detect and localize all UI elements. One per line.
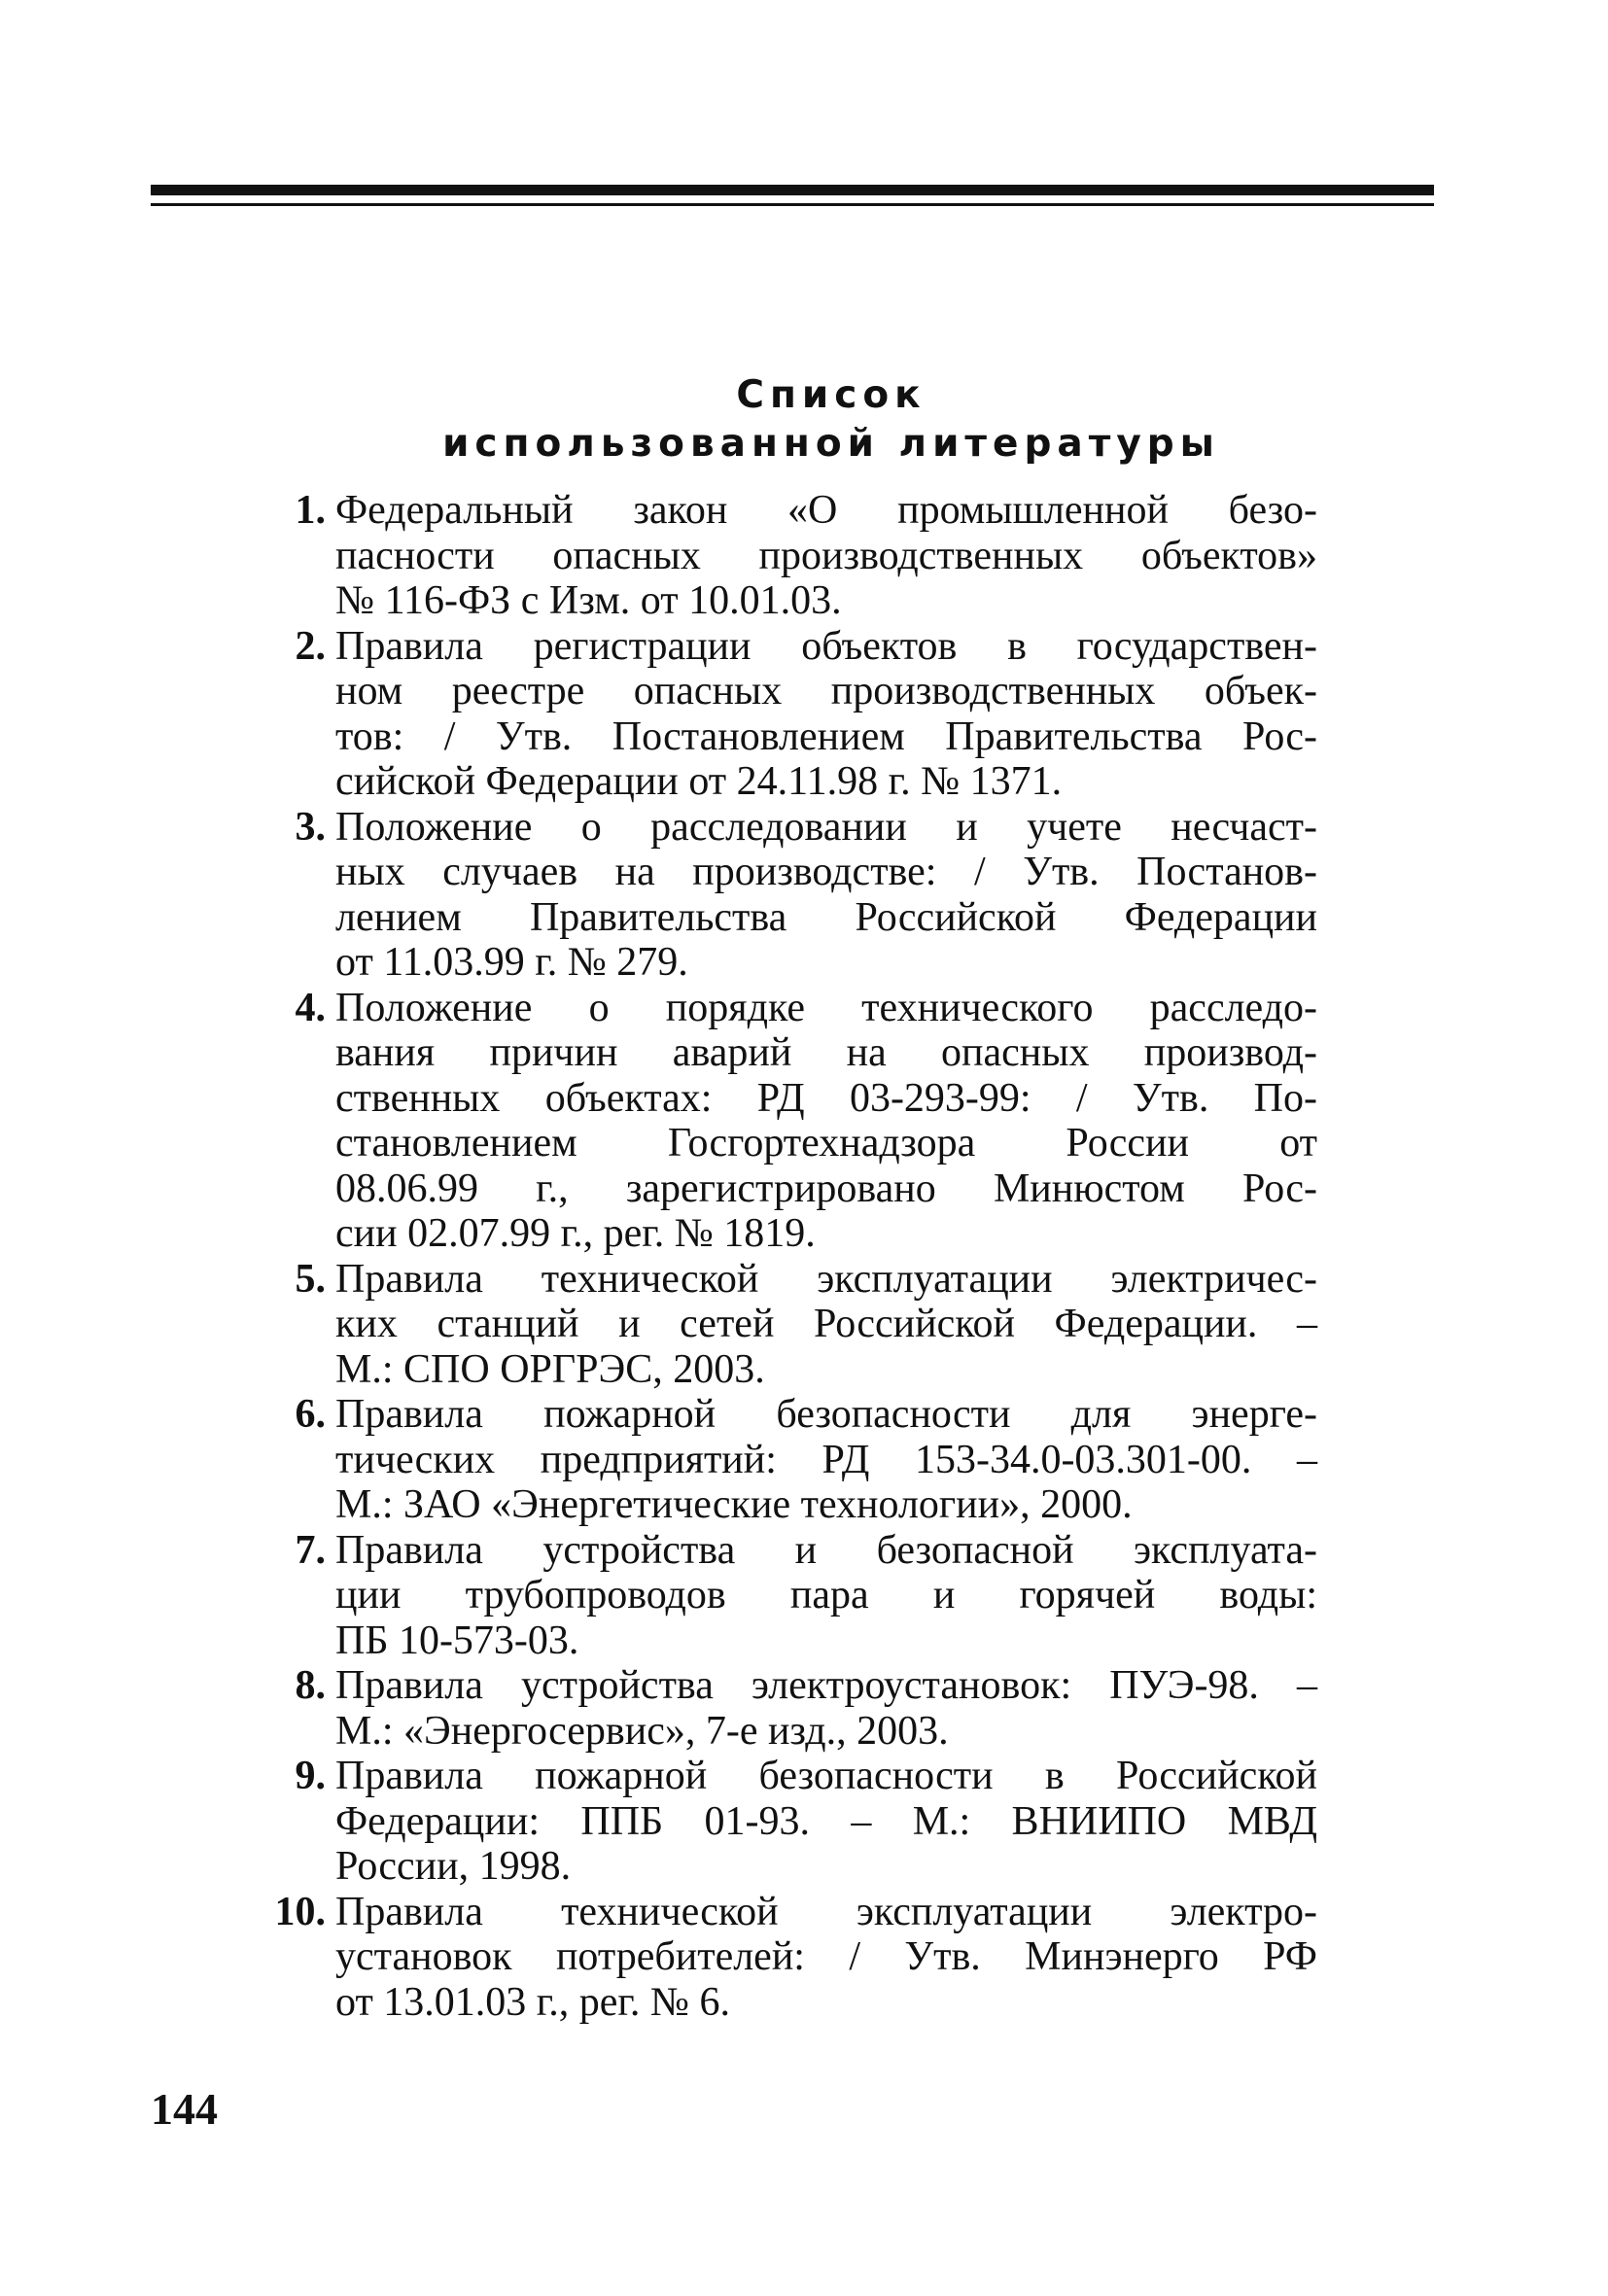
- reference-item: [258, 1257, 1317, 1393]
- reference-text-line: ПБ 10-573-03.: [335, 1618, 579, 1663]
- reference-text-line: тов: / Утв. Постановлением Правительства Рос-: [335, 713, 1317, 759]
- reference-item: [258, 1663, 1317, 1754]
- reference-text-line: Положение о расследовании и учете несчаст-: [335, 804, 1317, 850]
- reference-item: [258, 488, 1317, 624]
- reference-text-line: России, 1998.: [335, 1844, 572, 1889]
- reference-text-line: ных случаев на производстве: / Утв. Постанов-: [335, 850, 1317, 894]
- reference-number: 10.: [274, 1889, 326, 1934]
- reference-text-line: ции трубопроводов пара и горячей воды:: [335, 1573, 1317, 1618]
- reference-text-line: Правила пожарной безопасности для энерге-: [335, 1392, 1317, 1437]
- reference-text-line: М.: «Энергосервис», 7-е изд., 2003.: [335, 1708, 949, 1754]
- reference-number: 5.: [295, 1256, 326, 1302]
- reference-text-line: № 116-ФЗ с Изм. от 10.01.03.: [335, 578, 842, 623]
- bibliography-list: [258, 488, 1317, 2025]
- reference-item: [258, 1754, 1317, 1890]
- reference-text-line: М.: СПО ОРГРЭС, 2003.: [335, 1346, 765, 1392]
- reference-item: [258, 1528, 1317, 1664]
- reference-text-line: от 13.01.03 г., рег. № 6.: [335, 1979, 730, 2025]
- reference-text-line: Правила пожарной безопасности в Российской: [335, 1754, 1317, 1798]
- header-rule-thick: [151, 185, 1434, 195]
- heading-line-2: использованной литературы: [442, 422, 1220, 466]
- reference-item: [258, 1890, 1317, 2026]
- reference-text-line: становлением Госгортехнадзора России от: [335, 1121, 1317, 1165]
- reference-item: [258, 624, 1317, 805]
- reference-text-line: ких станций и сетей Российской Федерации. –: [335, 1302, 1317, 1346]
- header-rule-thin: [151, 203, 1434, 206]
- reference-text-line: Правила устройства электроустановок: ПУЭ-98. –: [335, 1663, 1317, 1708]
- reference-text-line: вания причин аварий на опасных производ-: [335, 1030, 1317, 1075]
- page-number: 144: [151, 2084, 218, 2134]
- reference-text-line: Положение о порядке технического расследо-: [335, 985, 1317, 1030]
- reference-text-line: установок потребителей: / Утв. Минэнерго РФ: [335, 1934, 1317, 1979]
- heading-line-1: Список: [736, 373, 926, 417]
- reference-text-line: сии 02.07.99 г., рег. № 1819.: [335, 1211, 816, 1256]
- reference-item: [258, 986, 1317, 1257]
- reference-text-line: пасности опасных производственных объектов»: [335, 533, 1317, 578]
- reference-item: [258, 805, 1317, 986]
- reference-text-line: лением Правительства Российской Федерации: [335, 894, 1317, 940]
- reference-number: 1.: [295, 488, 326, 533]
- reference-text-line: М.: ЗАО «Энергетические технологии», 2000.: [335, 1482, 1133, 1527]
- reference-text-line: Правила технической эксплуатации электро-: [335, 1889, 1317, 1934]
- reference-item: [258, 1392, 1317, 1528]
- reference-text-line: 08.06.99 г., зарегистрировано Минюстом Рос-: [335, 1165, 1317, 1211]
- reference-text-line: Федерации: ППБ 01-93. – М.: ВНИИПО МВД: [335, 1798, 1317, 1844]
- reference-number: 9.: [295, 1754, 326, 1798]
- reference-text-line: тических предприятий: РД 153-34.0-03.301-00. –: [335, 1437, 1317, 1482]
- reference-text-line: сийской Федерации от 24.11.98 г. № 1371.: [335, 759, 1063, 804]
- reference-number: 4.: [295, 985, 326, 1030]
- reference-text-line: Федеральный закон «О промышленной безо-: [335, 488, 1317, 533]
- reference-text-line: от 11.03.99 г. № 279.: [335, 940, 688, 985]
- reference-number: 7.: [295, 1527, 326, 1573]
- reference-number: 6.: [295, 1392, 326, 1437]
- reference-text-line: Правила устройства и безопасной эксплуата-: [335, 1527, 1317, 1573]
- reference-text-line: Правила технической эксплуатации электричес-: [335, 1256, 1317, 1302]
- reference-number: 2.: [295, 623, 326, 669]
- reference-text-line: ственных объектах: РД 03-293-99: / Утв. По-: [335, 1075, 1317, 1121]
- reference-text-line: Правила регистрации объектов в государствен-: [335, 623, 1317, 669]
- reference-text-line: ном реестре опасных производственных объек-: [335, 669, 1317, 713]
- reference-number: 3.: [295, 804, 326, 850]
- section-heading: [0, 371, 1608, 469]
- reference-number: 8.: [295, 1663, 326, 1708]
